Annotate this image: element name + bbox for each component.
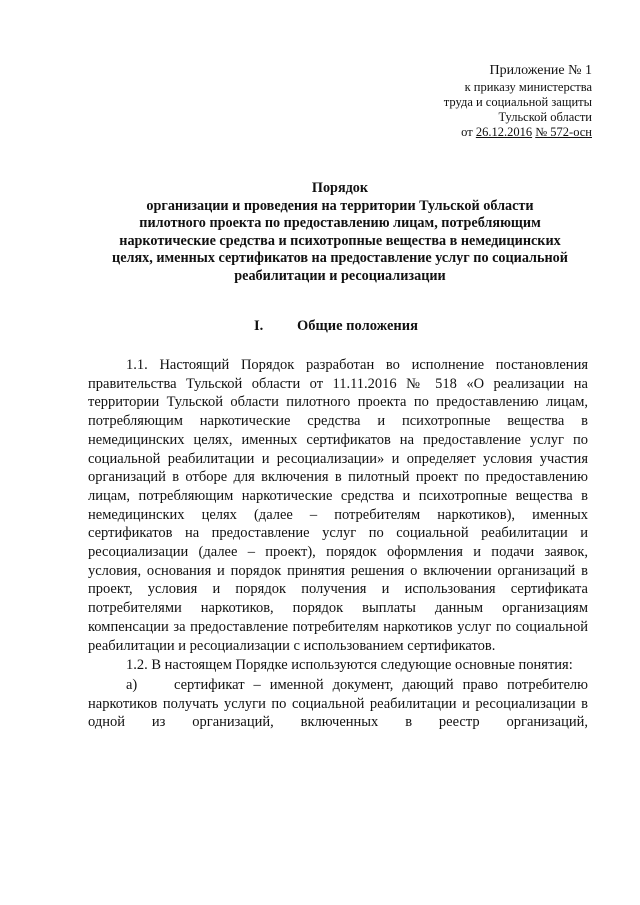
title-line-3: пилотного проекта по предоставлению лицам, потребляющим [139,215,541,231]
appendix-line-3: Тульской области [498,110,592,124]
paragraph-1-2: 1.2. В настоящем Порядке используются следующие основные понятия: [126,657,573,674]
document-body [88,356,588,732]
appendix-title: Приложение № 1 [489,63,592,78]
appendix-date-prefix: от [461,125,473,139]
appendix-block [444,62,592,140]
section-name: Общие положения [297,318,418,334]
appendix-date-line [444,125,592,140]
appendix-line-1: к приказу министерства [464,80,592,94]
appendix-line-2: труда и социальной защиты [443,95,592,109]
document-title [60,180,620,285]
appendix-date: 26.12.2016 [475,125,533,139]
appendix-number: № 572-осн [535,125,592,139]
paragraph-1-1: 1.1. Настоящий Порядок разработан во исполнение постановления правительства Тульской области от 11.11.2016 № 518 «О реализации на территории Тульской области пилотного проекта по предоставлению лицам, потребляющим наркотические средства и психотропные вещества в немедицинских целях, именных сертификатов на предоставление услуг по социальной реабилитации и ресоциализации» и определяет условия участия организаций в отборе для включения в пилотный проект по предоставлению лицам, потребляющим наркотические средства и психотропные вещества в немедицинских целях (далее – потребителям наркотиков), именных сертификатов на предоставление услуг по социальной реабилитации и ресоциализации (далее – проект), порядок оформления и подачи заявок, условия, основания и порядок принятия решения о включении организаций в проект, условия и порядок получения и использования сертификата потребителями наркотиков, порядок выплаты данным организациям компенсации за предоставление потребителям наркотиков услуг по социальной реабилитации и ресоциализации с использованием сертификатов. [88,357,588,654]
section-number: I. [254,318,264,334]
title-line-6: реабилитации и ресоциализации [234,267,446,284]
paragraph-item-a [88,676,588,732]
title-line-5: целях, именных сертификатов на предоставление услуг по социальной [112,250,568,266]
item-a-marker: а) [126,676,138,693]
title-line-4: наркотические средства и психотропные вещества в немедицинских [119,232,561,249]
title-line-1: Порядок [311,180,369,196]
title-line-2: организации и проведения на территории Тульской области [146,197,534,214]
item-a-text: сертификат – именной документ, дающий право потребителю наркотиков получать услуги по социальной реабилитации и ресоциализации в одной из организаций, включенных в реестр организаций, [88,676,588,731]
